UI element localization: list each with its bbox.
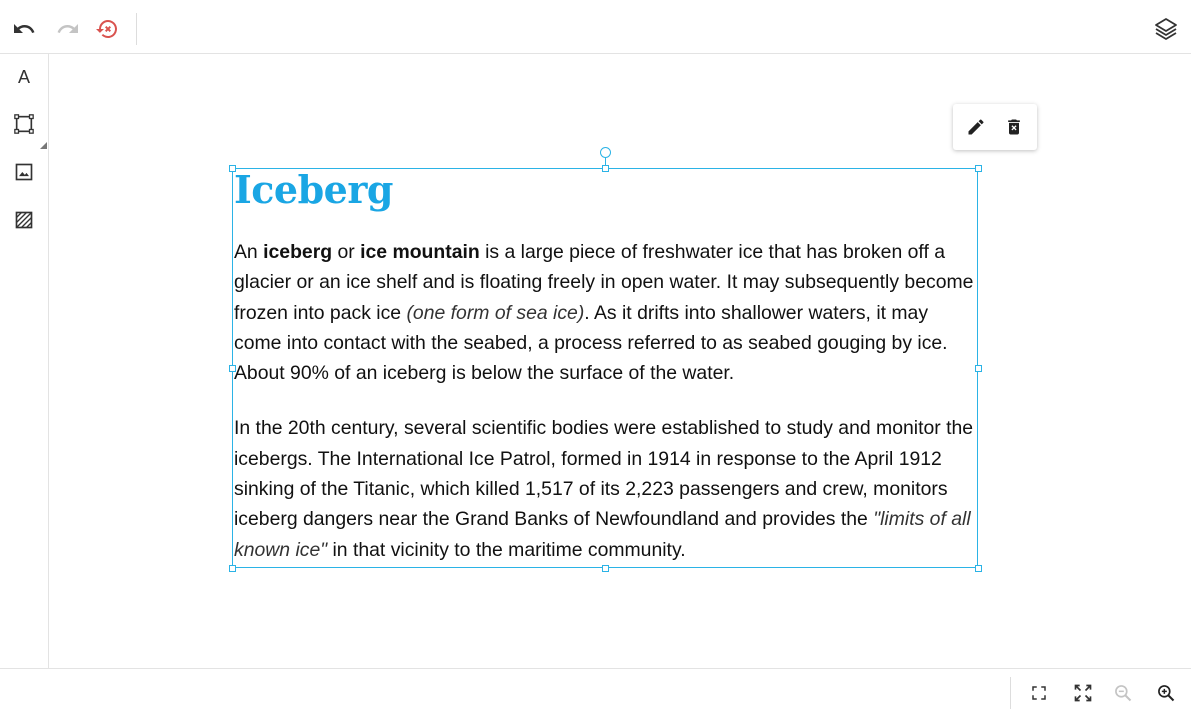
background-tool-button[interactable]	[9, 205, 39, 235]
reset-history-button[interactable]	[92, 14, 122, 44]
texture-icon	[14, 210, 34, 230]
edit-button[interactable]	[961, 112, 991, 142]
paragraph-2: In the 20th century, several scientific bodies were established to study and monitor the icebergs. The International Ice Patrol, formed in 1914 in response to the April 1912 sinking of the Titanic, which killed 1,517 of its 2,223 passengers and crew, monitors iceberg dangers near the Grand Banks of Newfoundland and provides the "limits of all known ice" in that vicinity to the maritime community.	[234, 417, 974, 561]
image-tool-button[interactable]	[9, 157, 39, 187]
bottom-divider	[1010, 677, 1011, 709]
paragraph-1: An iceberg or ice mountain is a large piece of freshwater ice that has broken off a glacier or an ice shelf and is floating freely in open water. It may subsequently become frozen into pack ice (one form of sea ice). As it drifts into shallower waters, it may come into contact with the seabed, a process referred to as seabed gouging by ice. About 90% of an iceberg is below the surface of the water.	[234, 241, 974, 385]
selection-toolbar	[953, 104, 1037, 150]
rotation-handle[interactable]	[600, 147, 611, 158]
redo-button[interactable]	[53, 14, 83, 44]
toolbar-divider	[136, 13, 137, 45]
text-tool-button[interactable]	[9, 62, 39, 92]
layers-button[interactable]	[1151, 14, 1181, 44]
undo-icon	[12, 17, 36, 41]
resize-handle-bottom-right[interactable]	[975, 565, 982, 572]
fullscreen-icon	[1073, 683, 1093, 703]
top-toolbar	[0, 0, 1191, 54]
resize-handle-bottom-left[interactable]	[229, 565, 236, 572]
undo-button[interactable]	[9, 14, 39, 44]
zoom-out-button[interactable]	[1108, 678, 1138, 708]
text-content[interactable]	[234, 169, 978, 565]
shape-tool-button[interactable]	[9, 109, 39, 139]
fullscreen-button[interactable]	[1068, 678, 1098, 708]
fit-screen-icon	[1030, 684, 1048, 702]
left-toolbar	[0, 54, 49, 668]
document-title: Iceberg	[234, 167, 393, 212]
history-reset-icon	[95, 17, 119, 41]
transform-icon	[13, 113, 35, 135]
pencil-icon	[966, 117, 986, 137]
image-icon	[14, 162, 34, 182]
bottom-toolbar	[0, 668, 1191, 723]
text-tool-icon: A	[17, 66, 30, 87]
zoom-in-icon	[1156, 683, 1176, 703]
zoom-out-icon	[1113, 683, 1133, 703]
resize-handle-bottom[interactable]	[602, 565, 609, 572]
selected-text-box[interactable]	[232, 168, 978, 568]
zoom-in-button[interactable]	[1151, 678, 1181, 708]
submenu-indicator	[40, 142, 47, 149]
redo-icon	[56, 17, 80, 41]
delete-button[interactable]	[999, 112, 1029, 142]
fit-screen-button[interactable]	[1024, 678, 1054, 708]
layers-icon	[1154, 17, 1178, 41]
delete-icon	[1004, 117, 1024, 137]
